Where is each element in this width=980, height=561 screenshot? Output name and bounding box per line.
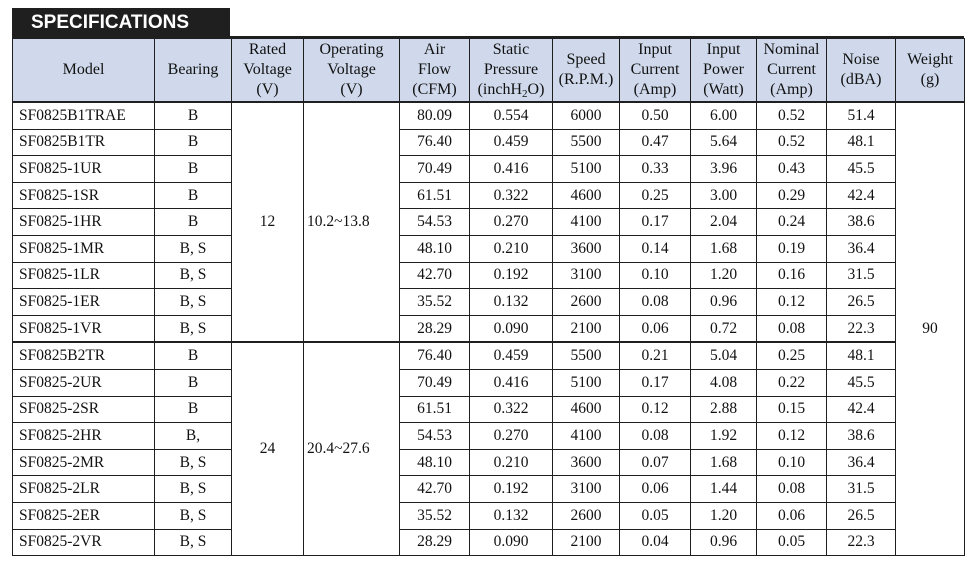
cell-static-pressure: 0.192 xyxy=(470,476,553,503)
cell-model: SF0825-1SR xyxy=(13,182,155,209)
cell-nominal-current: 0.12 xyxy=(757,289,827,316)
cell-air-flow: 35.52 xyxy=(400,289,470,316)
cell-input-current: 0.06 xyxy=(620,476,691,503)
cell-noise: 42.4 xyxy=(827,396,896,423)
unit-subscript: 2 xyxy=(522,88,528,100)
cell-input-power: 2.88 xyxy=(691,396,757,423)
table-row xyxy=(13,209,965,236)
cell-air-flow: 42.70 xyxy=(400,262,470,289)
header-line: (Watt) xyxy=(703,81,744,98)
cell-speed: 2600 xyxy=(553,289,620,316)
col-header-speed xyxy=(553,39,620,103)
cell-bearing: B, S xyxy=(155,235,232,262)
cell-input-power: 2.04 xyxy=(691,209,757,236)
col-header-noise xyxy=(827,39,896,103)
table-header xyxy=(13,39,965,103)
table-row xyxy=(13,396,965,423)
cell-static-pressure: 0.554 xyxy=(470,102,553,129)
header-line: Operating xyxy=(319,41,384,58)
header-line: Weight xyxy=(907,51,953,68)
cell-speed: 5500 xyxy=(553,129,620,156)
col-header-operating-voltage xyxy=(304,39,400,103)
cell-speed: 2600 xyxy=(553,502,620,529)
cell-bearing: B xyxy=(155,396,232,423)
cell-static-pressure: 0.459 xyxy=(470,342,553,369)
cell-input-current: 0.50 xyxy=(620,102,691,129)
cell-nominal-current: 0.05 xyxy=(757,529,827,556)
table-row xyxy=(13,262,965,289)
cell-model: SF0825-1ER xyxy=(13,289,155,316)
header-line: Input xyxy=(638,41,672,58)
cell-input-current: 0.17 xyxy=(620,369,691,396)
cell-input-current: 0.21 xyxy=(620,342,691,369)
header-line: Power xyxy=(703,61,744,78)
cell-model: SF0825-2SR xyxy=(13,396,155,423)
cell-static-pressure: 0.270 xyxy=(470,209,553,236)
cell-input-power: 5.64 xyxy=(691,129,757,156)
cell-noise: 31.5 xyxy=(827,262,896,289)
cell-input-current: 0.17 xyxy=(620,209,691,236)
table-row xyxy=(13,529,965,556)
cell-bearing: B xyxy=(155,369,232,396)
cell-bearing: B xyxy=(155,102,232,129)
cell-input-power: 0.72 xyxy=(691,315,757,342)
cell-speed: 4600 xyxy=(553,396,620,423)
cell-speed: 4600 xyxy=(553,182,620,209)
header-line: Model xyxy=(62,61,105,78)
cell-noise: 42.4 xyxy=(827,182,896,209)
cell-speed: 4100 xyxy=(553,209,620,236)
cell-model: SF0825-2VR xyxy=(13,529,155,556)
header-line: (dBA) xyxy=(840,71,882,88)
col-header-input-power xyxy=(691,39,757,103)
cell-nominal-current: 0.52 xyxy=(757,102,827,129)
cell-static-pressure: 0.416 xyxy=(470,369,553,396)
cell-input-current: 0.08 xyxy=(620,289,691,316)
header-line: Current xyxy=(767,61,816,78)
cell-nominal-current: 0.16 xyxy=(757,262,827,289)
cell-noise: 22.3 xyxy=(827,529,896,556)
header-line: (R.P.M.) xyxy=(558,71,614,88)
cell-input-power: 1.92 xyxy=(691,423,757,450)
cell-nominal-current: 0.19 xyxy=(757,235,827,262)
cell-bearing: B, S xyxy=(155,449,232,476)
cell-bearing: B, S xyxy=(155,529,232,556)
cell-air-flow: 70.49 xyxy=(400,369,470,396)
cell-air-flow: 28.29 xyxy=(400,529,470,556)
table-row xyxy=(13,502,965,529)
cell-static-pressure: 0.459 xyxy=(470,129,553,156)
cell-speed: 5100 xyxy=(553,369,620,396)
cell-static-pressure: 0.416 xyxy=(470,156,553,183)
cell-noise: 36.4 xyxy=(827,235,896,262)
cell-model: SF0825-1MR xyxy=(13,235,155,262)
cell-air-flow: 48.10 xyxy=(400,449,470,476)
cell-speed: 5100 xyxy=(553,156,620,183)
spec-table xyxy=(12,38,965,556)
cell-static-pressure: 0.210 xyxy=(470,449,553,476)
col-header-static-pressure xyxy=(470,39,553,103)
header-line: Voltage xyxy=(327,61,376,78)
cell-speed: 6000 xyxy=(553,102,620,129)
cell-bearing: B xyxy=(155,182,232,209)
header-line: Nominal xyxy=(763,41,820,58)
cell-speed: 3600 xyxy=(553,235,620,262)
table-row xyxy=(13,315,965,342)
cell-input-current: 0.10 xyxy=(620,262,691,289)
cell-noise: 38.6 xyxy=(827,423,896,450)
cell-model: SF0825B2TR xyxy=(13,342,155,369)
cell-air-flow: 42.70 xyxy=(400,476,470,503)
table-row xyxy=(13,423,965,450)
header-line: Air xyxy=(423,41,446,58)
cell-nominal-current: 0.10 xyxy=(757,449,827,476)
cell-nominal-current: 0.22 xyxy=(757,369,827,396)
cell-model: SF0825-2HR xyxy=(13,423,155,450)
header-line: Current xyxy=(630,61,680,78)
cell-input-power: 0.96 xyxy=(691,289,757,316)
cell-noise: 38.6 xyxy=(827,209,896,236)
header-line: (V) xyxy=(340,81,363,98)
cell-bearing: B xyxy=(155,129,232,156)
cell-nominal-current: 0.08 xyxy=(757,315,827,342)
cell-input-current: 0.25 xyxy=(620,182,691,209)
cell-model: SF0825-1HR xyxy=(13,209,155,236)
cell-air-flow: 76.40 xyxy=(400,342,470,369)
table-row xyxy=(13,342,965,369)
col-header-weight xyxy=(896,39,965,103)
cell-input-power: 5.04 xyxy=(691,342,757,369)
cell-noise: 45.5 xyxy=(827,369,896,396)
cell-nominal-current: 0.15 xyxy=(757,396,827,423)
cell-static-pressure: 0.322 xyxy=(470,182,553,209)
table-row xyxy=(13,369,965,396)
cell-rated-voltage: 24 xyxy=(232,342,304,555)
cell-bearing: B, xyxy=(155,423,232,450)
cell-air-flow: 35.52 xyxy=(400,502,470,529)
col-header-rated-voltage xyxy=(232,39,304,103)
header-line: (V) xyxy=(256,81,279,98)
cell-input-current: 0.47 xyxy=(620,129,691,156)
cell-model: SF0825-2LR xyxy=(13,476,155,503)
static-pressure-unit xyxy=(470,80,552,100)
header-line: (Amp) xyxy=(770,81,813,98)
header-line: Static xyxy=(492,41,530,58)
cell-noise: 48.1 xyxy=(827,342,896,369)
header-line: (Amp) xyxy=(633,81,677,98)
cell-bearing: B, S xyxy=(155,289,232,316)
col-header-air-flow xyxy=(400,39,470,103)
section-title: SPECIFICATIONS xyxy=(12,8,230,37)
cell-noise: 26.5 xyxy=(827,289,896,316)
cell-input-current: 0.04 xyxy=(620,529,691,556)
table-row xyxy=(13,449,965,476)
cell-air-flow: 70.49 xyxy=(400,156,470,183)
unit-prefix: (inchH xyxy=(477,81,523,98)
cell-nominal-current: 0.08 xyxy=(757,476,827,503)
cell-speed: 4100 xyxy=(553,423,620,450)
cell-bearing: B xyxy=(155,209,232,236)
col-header-input-current xyxy=(620,39,691,103)
col-header-nominal-current xyxy=(757,39,827,103)
table-row xyxy=(13,235,965,262)
cell-air-flow: 54.53 xyxy=(400,423,470,450)
cell-noise: 22.3 xyxy=(827,315,896,342)
cell-nominal-current: 0.06 xyxy=(757,502,827,529)
static-pressure-label xyxy=(470,40,552,80)
cell-model: SF0825-2ER xyxy=(13,502,155,529)
table-row xyxy=(13,289,965,316)
cell-speed: 2100 xyxy=(553,529,620,556)
cell-air-flow: 80.09 xyxy=(400,102,470,129)
cell-model: SF0825-1VR xyxy=(13,315,155,342)
col-header-model xyxy=(13,39,155,103)
cell-input-current: 0.07 xyxy=(620,449,691,476)
cell-noise: 45.5 xyxy=(827,156,896,183)
cell-bearing: B, S xyxy=(155,315,232,342)
cell-operating-voltage: 10.2~13.8 xyxy=(304,102,400,342)
cell-model: SF0825-2MR xyxy=(13,449,155,476)
header-line: (g) xyxy=(920,71,940,88)
cell-noise: 36.4 xyxy=(827,449,896,476)
cell-noise: 48.1 xyxy=(827,129,896,156)
header-row xyxy=(13,39,965,103)
cell-input-current: 0.06 xyxy=(620,315,691,342)
cell-rated-voltage: 12 xyxy=(232,102,304,342)
cell-bearing: B, S xyxy=(155,476,232,503)
cell-input-power: 3.00 xyxy=(691,182,757,209)
table-row xyxy=(13,156,965,183)
cell-noise: 51.4 xyxy=(827,102,896,129)
cell-model: SF0825-1LR xyxy=(13,262,155,289)
unit-suffix: O) xyxy=(527,81,545,98)
cell-static-pressure: 0.132 xyxy=(470,502,553,529)
header-line: Pressure xyxy=(483,61,539,78)
cell-static-pressure: 0.210 xyxy=(470,235,553,262)
cell-model: SF0825-1UR xyxy=(13,156,155,183)
cell-input-power: 1.20 xyxy=(691,502,757,529)
header-line: Flow xyxy=(418,61,451,78)
cell-input-current: 0.05 xyxy=(620,502,691,529)
cell-input-current: 0.33 xyxy=(620,156,691,183)
cell-input-power: 4.08 xyxy=(691,369,757,396)
cell-static-pressure: 0.270 xyxy=(470,423,553,450)
cell-air-flow: 28.29 xyxy=(400,315,470,342)
cell-nominal-current: 0.29 xyxy=(757,182,827,209)
cell-input-power: 1.68 xyxy=(691,449,757,476)
cell-operating-voltage: 20.4~27.6 xyxy=(304,342,400,555)
cell-nominal-current: 0.43 xyxy=(757,156,827,183)
cell-input-power: 3.96 xyxy=(691,156,757,183)
cell-nominal-current: 0.25 xyxy=(757,342,827,369)
header-line: Bearing xyxy=(167,61,219,78)
cell-static-pressure: 0.132 xyxy=(470,289,553,316)
cell-input-power: 6.00 xyxy=(691,102,757,129)
cell-static-pressure: 0.090 xyxy=(470,315,553,342)
cell-bearing: B, S xyxy=(155,262,232,289)
cell-input-power: 1.44 xyxy=(691,476,757,503)
cell-input-power: 0.96 xyxy=(691,529,757,556)
cell-model: SF0825B1TR xyxy=(13,129,155,156)
cell-weight: 90 xyxy=(896,102,965,556)
cell-model: SF0825-2UR xyxy=(13,369,155,396)
cell-air-flow: 61.51 xyxy=(400,182,470,209)
cell-air-flow: 76.40 xyxy=(400,129,470,156)
cell-speed: 3600 xyxy=(553,449,620,476)
cell-speed: 3100 xyxy=(553,262,620,289)
table-row xyxy=(13,129,965,156)
cell-speed: 5500 xyxy=(553,342,620,369)
header-line: Noise xyxy=(842,51,880,68)
cell-speed: 3100 xyxy=(553,476,620,503)
col-header-bearing xyxy=(155,39,232,103)
header-line: (CFM) xyxy=(412,81,457,98)
cell-static-pressure: 0.322 xyxy=(470,396,553,423)
cell-air-flow: 61.51 xyxy=(400,396,470,423)
cell-bearing: B, S xyxy=(155,502,232,529)
table-row xyxy=(13,182,965,209)
cell-model: SF0825B1TRAE xyxy=(13,102,155,129)
cell-noise: 26.5 xyxy=(827,502,896,529)
cell-bearing: B xyxy=(155,342,232,369)
table-row xyxy=(13,102,965,129)
cell-noise: 31.5 xyxy=(827,476,896,503)
table-row xyxy=(13,476,965,503)
header-line: Rated xyxy=(248,41,287,58)
cell-bearing: B xyxy=(155,156,232,183)
cell-speed: 2100 xyxy=(553,315,620,342)
cell-static-pressure: 0.090 xyxy=(470,529,553,556)
cell-air-flow: 54.53 xyxy=(400,209,470,236)
header-line: Voltage xyxy=(243,61,292,78)
cell-nominal-current: 0.24 xyxy=(757,209,827,236)
cell-input-current: 0.14 xyxy=(620,235,691,262)
cell-air-flow: 48.10 xyxy=(400,235,470,262)
cell-input-current: 0.12 xyxy=(620,396,691,423)
table-body xyxy=(13,102,965,556)
header-line: Speed xyxy=(566,51,606,68)
cell-input-current: 0.08 xyxy=(620,423,691,450)
cell-nominal-current: 0.52 xyxy=(757,129,827,156)
cell-nominal-current: 0.12 xyxy=(757,423,827,450)
cell-input-power: 1.68 xyxy=(691,235,757,262)
cell-static-pressure: 0.192 xyxy=(470,262,553,289)
header-line: Input xyxy=(706,41,741,58)
cell-input-power: 1.20 xyxy=(691,262,757,289)
